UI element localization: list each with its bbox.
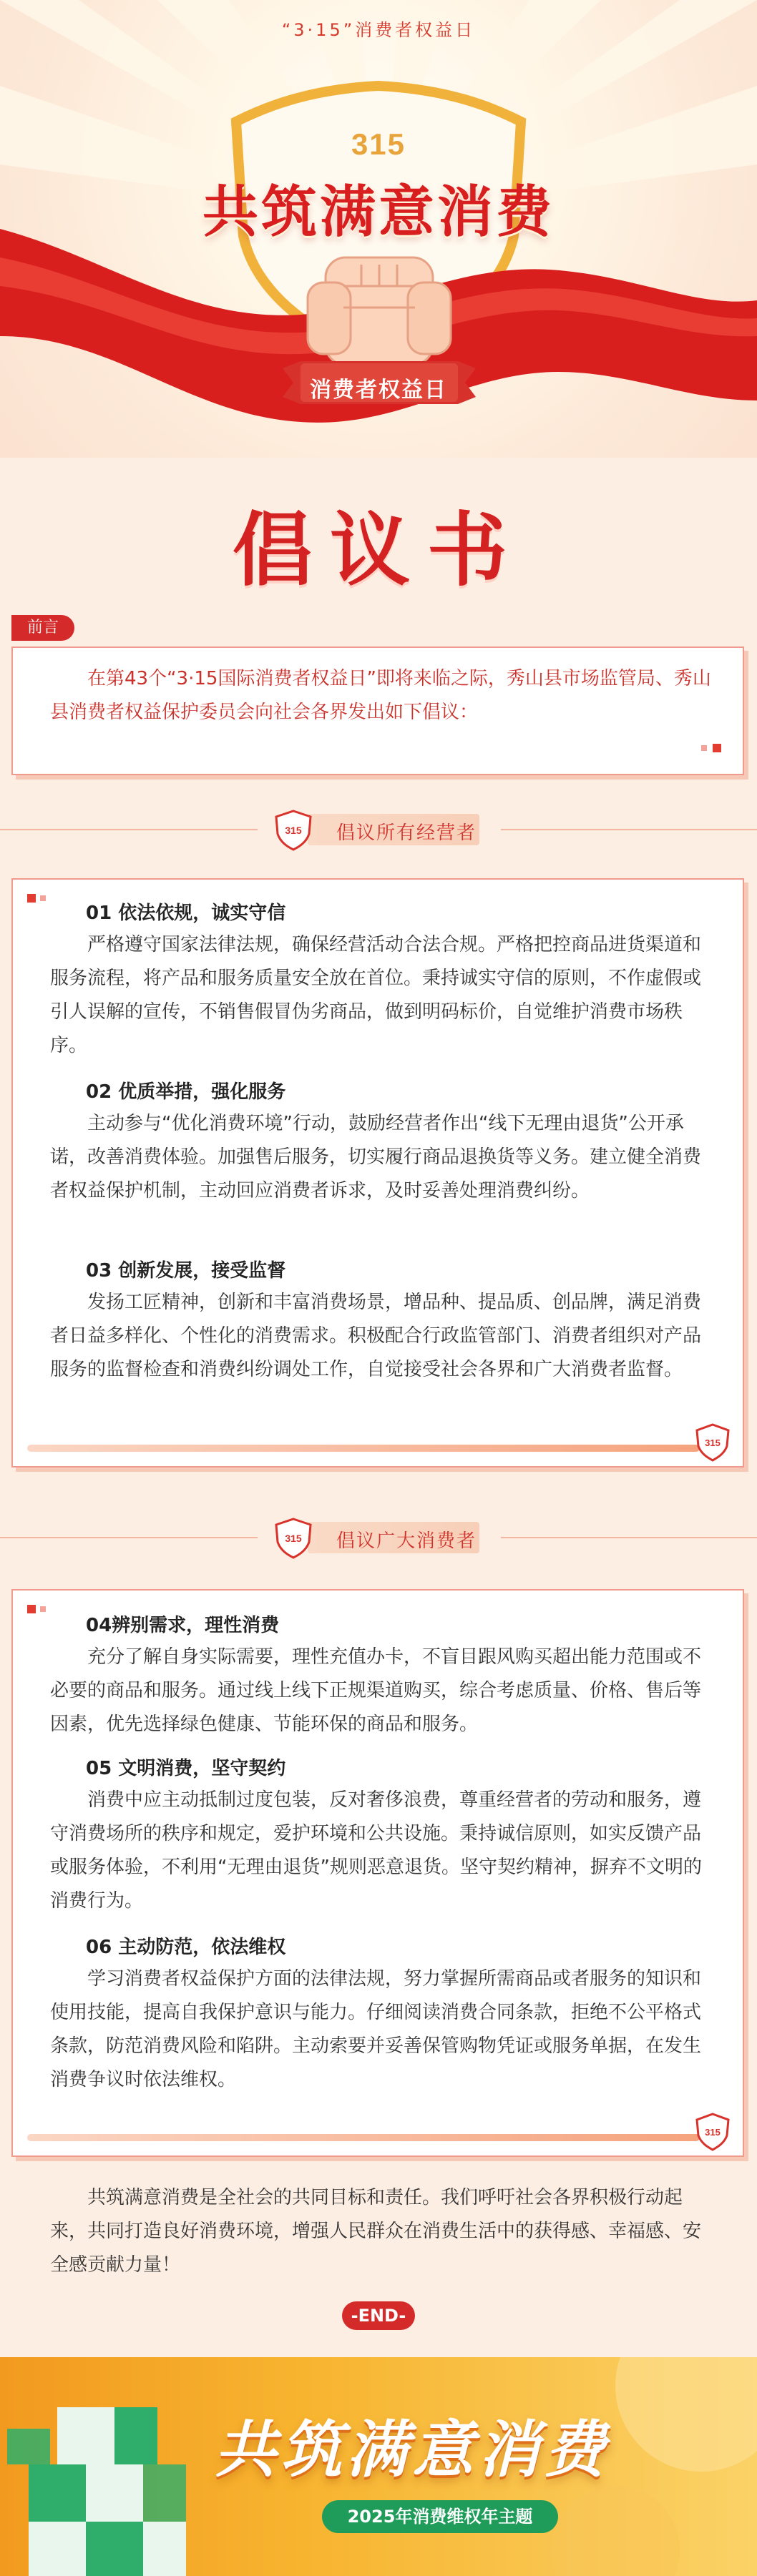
divider-line xyxy=(0,1537,258,1538)
badge-315-text: 315 xyxy=(285,825,302,836)
hero-title: 共筑满意消费 xyxy=(202,180,555,245)
closing-text: 共筑满意消费是全社会的共同目标和责任。我们呼吁社会各界积极行动起来，共同打造良好消费环境，增强人民群众在消费生活中的获得感、幸福感、安全感贡献力量！ xyxy=(50,2187,702,2276)
section-header-consumers xyxy=(0,1516,757,1559)
badge-315-text: 315 xyxy=(285,1533,302,1544)
document-title: 倡议书 xyxy=(233,504,524,597)
box-footer-stripe xyxy=(27,1445,700,1452)
hero-315-number: 315 xyxy=(351,127,406,161)
stacked-blocks-icon xyxy=(7,2407,186,2576)
item-01-text: 严格遵守国家法律法规，确保经营活动合法合规。严格把控商品进货渠道和服务流程，将产品和服务质量安全放在首位。秉持诚实守信的原则，不作虚假或引人误解的宣传，不销售假冒伪劣商品，做到明码标价，自觉维护消费市场秩序。 xyxy=(50,934,702,1056)
badge-315-icon xyxy=(272,808,315,851)
item-04-text: 充分了解自身实际需要，理性充值办卡，不盲目跟风购买超出能力范围或不必要的商品和服务。通过线上线下正规渠道购买，综合考虑质量、价格、售后等因素，优先选择绿色健康、节能环保的商品和服务。 xyxy=(50,1646,702,1735)
footer-title: 共筑满意消费 xyxy=(215,2414,610,2486)
item-04-heading: 04辨别需求，理性消费 xyxy=(86,1615,280,1636)
hero-badge-label: 消费者权益日 xyxy=(310,378,447,403)
raised-fists-icon xyxy=(308,257,451,365)
preface-tag: 前言 xyxy=(11,615,74,641)
badge-315-icon xyxy=(693,2111,733,2151)
end-label: -END- xyxy=(342,2301,415,2330)
item-06-text: 学习消费者权益保护方面的法律法规，努力掌握所需商品或者服务的知识和使用技能，提高自我保护意识与能力。仔细阅读消费合同条款，拒绝不公平格式条款，防范消费风险和陷阱。主动索要并妥善保管购物凭证或服务单据，在发生消费争议时依法维权。 xyxy=(50,1968,702,2090)
badge-315-text: 315 xyxy=(705,1437,721,1448)
badge-315-text: 315 xyxy=(705,2127,721,2138)
corner-square-small xyxy=(40,1606,46,1612)
corner-square xyxy=(713,744,721,752)
item-05-text: 消费中应主动抵制过度包装，反对奢侈浪费，尊重经营者的劳动和服务，遵守消费场所的秩序和规定，爱护环境和公共设施。秉持诚信原则，如实反馈产品或服务体验，不利用“无理由退货”规则恶意退货。坚守契约精神，摒弃不文明的消费行为。 xyxy=(50,1789,702,1912)
divider-line xyxy=(0,829,258,830)
corner-square-small xyxy=(701,745,707,751)
item-01-heading: 01 依法依规，诚实守信 xyxy=(86,903,286,924)
footer-subtitle: 2025年消费维权年主题 xyxy=(322,2500,558,2533)
item-02-heading: 02 优质举措，强化服务 xyxy=(86,1081,286,1103)
preface-text: 在第43个“3·15国际消费者权益日”即将来临之际，秀山县市场监管局、秀山县消费者权益保护委员会向社会各界发出如下倡议： xyxy=(50,668,711,723)
footer-banner xyxy=(0,2357,757,2576)
badge-315-icon xyxy=(693,1422,733,1462)
item-03-text: 发扬工匠精神，创新和丰富消费场景，增品种、提品质、创品牌，满足消费者日益多样化、个性化的消费需求。积极配合行政监管部门、消费者组织对产品服务的监督检查和消费纠纷调处工作，自觉接受社会各界和广大消费者监督。 xyxy=(50,1292,702,1380)
divider-line xyxy=(501,829,757,830)
box-footer-stripe xyxy=(27,2134,700,2141)
divider-line xyxy=(501,1537,757,1538)
item-05-heading: 05 文明消费，坚守契约 xyxy=(86,1758,286,1779)
corner-square xyxy=(27,894,36,903)
item-03-heading: 03 创新发展，接受监督 xyxy=(86,1260,286,1282)
item-02-text: 主动参与“优化消费环境”行动，鼓励经营者作出“线下无理由退货”公开承诺，改善消费体验。加强售后服务，切实履行商品退换货等义务。建立健全消费者权益保护机制，主动回应消费者诉求，及时妥善处理消费纠纷。 xyxy=(50,1113,702,1201)
item-06-heading: 06 主动防范，依法维权 xyxy=(86,1937,286,1958)
corner-square xyxy=(27,1605,36,1613)
section-title-merchants: 倡议所有经营者 xyxy=(336,822,477,844)
hero-banner xyxy=(0,0,757,458)
corner-square-small xyxy=(40,895,46,901)
section-title-consumers: 倡议广大消费者 xyxy=(336,1530,477,1552)
hero-top-text: “3·15”消费者权益日 xyxy=(281,20,476,40)
section-header-merchants xyxy=(0,808,757,851)
badge-315-icon xyxy=(272,1516,315,1559)
